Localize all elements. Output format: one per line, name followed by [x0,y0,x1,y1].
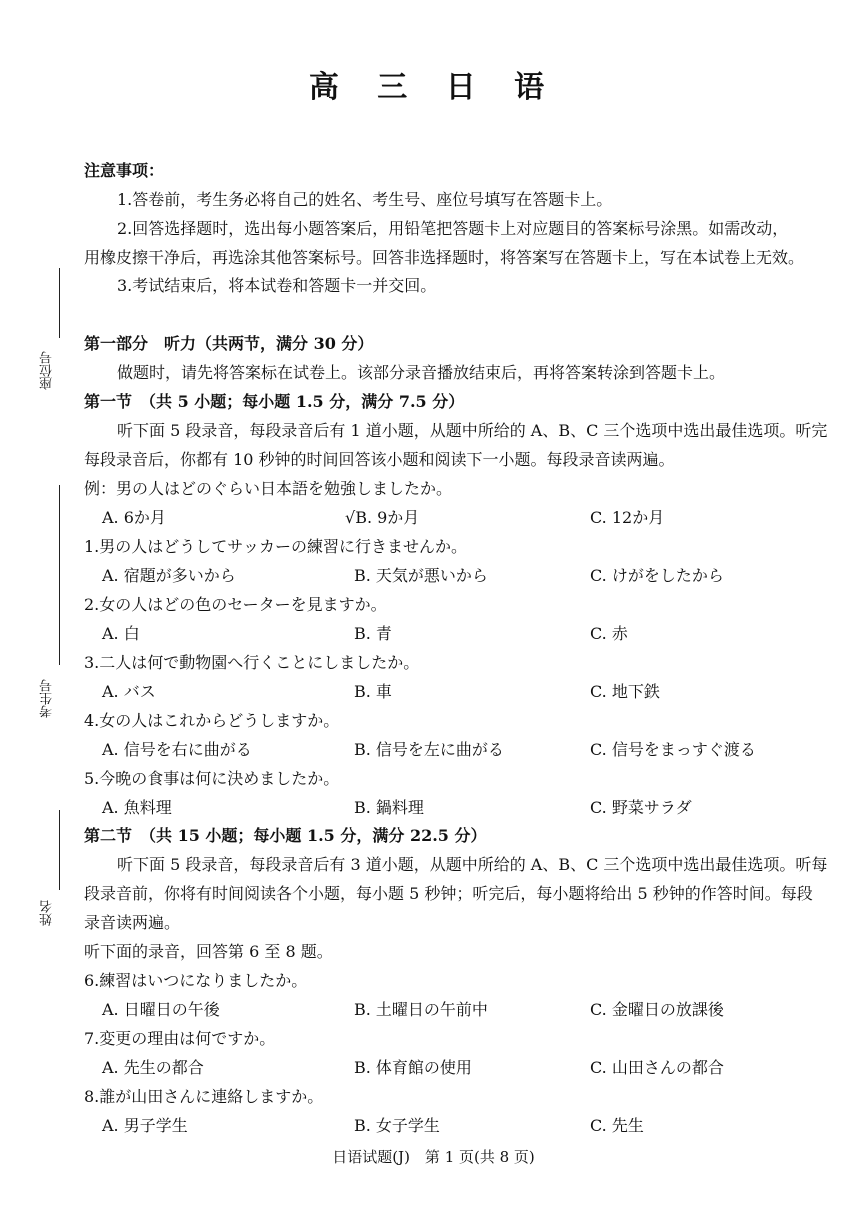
exam-title: 高 三 日 语 [308,70,559,105]
question-7-option-a: A. 先生の都合 [102,1058,204,1077]
notice-item-1: 1.答卷前，考生务必将自己的姓名、考生号、座位号填写在答题卡上。 [117,190,613,209]
question-1-option-c: C. けがをしたから [590,566,724,585]
question-4: 4.女の人はこれからどうしますか。 [84,711,340,730]
page-footer: 日语试题(J) 第 1 页(共 8 页) [332,1148,535,1166]
example-option-a: A. 6か月 [102,508,166,527]
part1-instruction: 做题时，请先将答案标在试卷上。该部分录音播放结束后，再将答案转涂到答题卡上。 [117,363,726,382]
question-8-option-b: B. 女子学生 [354,1116,440,1135]
example-option-b: √B. 9か月 [345,508,420,527]
candidate-number-label: 考生号 [40,679,55,718]
question-3: 3.二人は何で動物園へ行くことにしましたか。 [84,653,420,672]
question-5: 5.今晩の食事は何に決めましたか。 [84,769,340,788]
part1-heading: 第一部分 听力（共两节，满分 30 分） [84,334,374,353]
candidate-number-rule [59,485,60,665]
question-4-option-b: B. 信号を左に曲がる [354,740,504,759]
question-5-option-a: A. 魚料理 [102,798,172,817]
section2-intro-3: 录音读两遍。 [84,913,181,932]
question-7-option-c: C. 山田さんの都合 [590,1058,724,1077]
question-8: 8.誰が山田さんに連絡しますか。 [84,1087,324,1106]
section1-heading: 第一节 （共 5 小题；每小题 1.5 分，满分 7.5 分） [84,392,465,411]
seat-number-rule [59,268,60,338]
notice-heading: 注意事项： [84,161,165,180]
question-1-option-a: A. 宿題が多いから [102,566,236,585]
question-2-option-c: C. 赤 [590,624,628,643]
question-5-option-b: B. 鍋料理 [354,798,424,817]
notice-item-2-cont: 用橡皮擦干净后，再选涂其他答案标号。回答非选择题时，将答案写在答题卡上，写在本试卷上无效。 [84,248,805,267]
question-6-option-c: C. 金曜日の放課後 [590,1000,724,1019]
section2-intro-1: 听下面 5 段录音，每段录音后有 3 道小题，从题中所给的 A、B、C 三个选项中选出最佳选项。听每 [117,855,828,874]
notice-item-3: 3.考试结束后，将本试卷和答题卡一并交回。 [117,276,437,295]
question-3-option-c: C. 地下鉄 [590,682,660,701]
question-6: 6.練習はいつになりましたか。 [84,971,308,990]
section2-heading: 第二节 （共 15 小题；每小题 1.5 分，满分 22.5 分） [84,826,487,845]
question-3-option-b: B. 車 [354,682,392,701]
question-8-option-a: A. 男子学生 [102,1116,188,1135]
question-1-option-b: B. 天気が悪いから [354,566,488,585]
question-8-option-c: C. 先生 [590,1116,644,1135]
section1-intro-1: 听下面 5 段录音，每段录音后有 1 道小题，从题中所给的 A、B、C 三个选项中选出最佳选项。听完 [117,421,828,440]
question-1: 1.男の人はどうしてサッカーの練習に行きませんか。 [84,537,467,556]
seat-number-label: 座位号 [40,351,55,390]
question-2-option-a: A. 白 [102,624,140,643]
question-2: 2.女の人はどの色のセーターを見ますか。 [84,595,387,614]
group-instruction: 听下面的录音，回答第 6 至 8 题。 [84,942,333,961]
question-6-option-a: A. 日曜日の午後 [102,1000,220,1019]
question-4-option-c: C. 信号をまっすぐ渡る [590,740,756,759]
example-question: 例：男の人はどのぐらい日本語を勉強しましたか。 [84,479,453,498]
question-4-option-a: A. 信号を右に曲がる [102,740,252,759]
name-label: 姓名 [40,900,55,926]
question-3-option-a: A. バス [102,682,156,701]
example-option-c: C. 12か月 [590,508,665,527]
notice-item-2: 2.回答选择题时，选出每小题答案后，用铅笔把答题卡上对应题目的答案标号涂黑。如需改动， [117,219,789,238]
section1-intro-2: 每段录音后，你都有 10 秒钟的时间回答该小题和阅读下一小题。每段录音读两遍。 [84,450,675,469]
question-2-option-b: B. 青 [354,624,392,643]
question-7: 7.変更の理由は何ですか。 [84,1029,276,1048]
question-7-option-b: B. 体育館の使用 [354,1058,472,1077]
question-6-option-b: B. 土曜日の午前中 [354,1000,488,1019]
question-5-option-c: C. 野菜サラダ [590,798,692,817]
section2-intro-2: 段录音前，你将有时间阅读各个小题，每小题 5 秒钟；听完后，每小题将给出 5 秒钟的作答时间。每段 [84,884,813,903]
name-rule [59,810,60,890]
